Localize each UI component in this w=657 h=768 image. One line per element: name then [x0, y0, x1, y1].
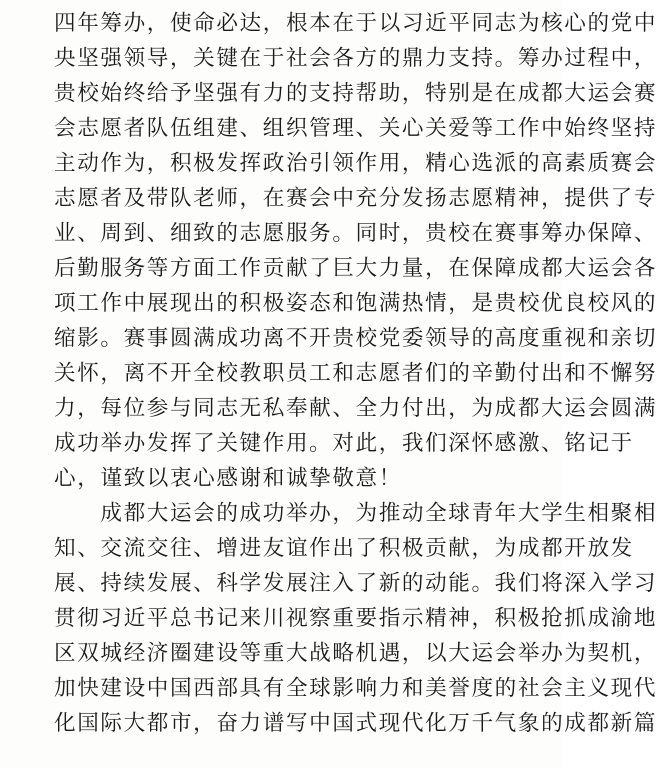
text-line: 志愿者及带队老师，在赛会中充分发扬志愿精神，提供了专	[54, 186, 657, 211]
text-line: 区双城经济圈建设等重大战略机遇，以大运会举办为契机，	[54, 641, 657, 666]
text-line: 主动作为，积极发挥政治引领作用，精心选派的高素质赛会	[54, 151, 657, 176]
text-line: 化国际大都市，奋力谱写中国式现代化万千气象的成都新篇	[54, 711, 657, 736]
text-line: 贯彻习近平总书记来川视察重要指示精神，积极抢抓成渝地	[54, 606, 657, 631]
text-line: 央坚强领导，关键在于社会各方的鼎力支持。筹办过程中，	[54, 46, 657, 71]
text-line: 会志愿者队伍组建、组织管理、关心关爱等工作中始终坚持	[54, 116, 657, 141]
text-line: 贵校始终给予坚强有力的支持帮助，特别是在成都大运会赛	[54, 81, 657, 106]
text-line: 知、交流交往、增进友谊作出了积极贡献，为成都开放发	[54, 536, 634, 561]
text-line: 成都大运会的成功举办，为推动全球青年大学生相聚相	[54, 501, 657, 526]
text-line: 项工作中展现出的积极姿态和饱满热情，是贵校优良校风的	[54, 291, 657, 316]
text-line: 后勤服务等方面工作贡献了巨大力量，在保障成都大运会各	[54, 256, 657, 281]
text-line: 展、持续发展、科学发展注入了新的动能。我们将深入学习	[54, 571, 657, 596]
text-line: 力，每位参与同志无私奉献、全力付出，为成都大运会圆满	[54, 396, 657, 421]
text-line: 心，谨致以衷心感谢和诚挚敬意！	[54, 466, 402, 491]
text-line: 加快建设中国西部具有全球影响力和美誉度的社会主义现代	[54, 676, 657, 701]
text-line: 业、周到、细致的志愿服务。同时，贵校在赛事筹办保障、	[54, 221, 657, 246]
text-line: 缩影。赛事圆满成功离不开贵校党委领导的高度重视和亲切	[54, 326, 657, 351]
text-line: 四年筹办，使命必达，根本在于以习近平同志为核心的党中	[54, 11, 657, 36]
text-line: 关怀，离不开全校教职员工和志愿者们的辛勤付出和不懈努	[54, 361, 657, 386]
text-line: 成功举办发挥了关键作用。对此，我们深怀感激、铭记于	[54, 431, 634, 456]
